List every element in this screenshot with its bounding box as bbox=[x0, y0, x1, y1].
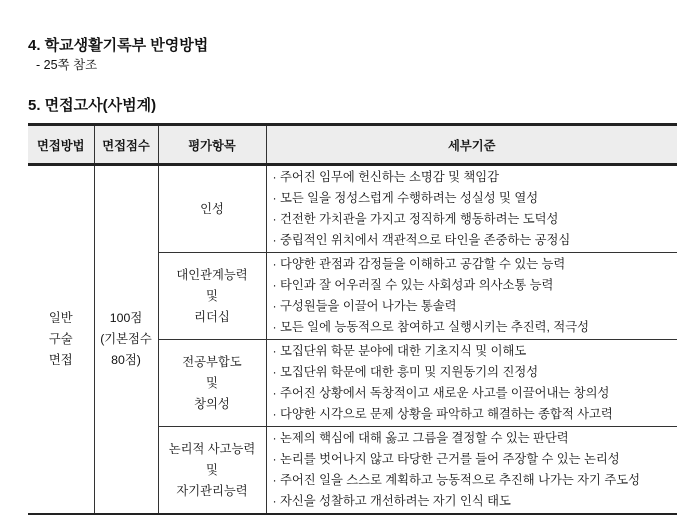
interview-score-cell-line: (기본점수 bbox=[100, 332, 152, 346]
criteria-item: · 모든 일을 정성스럽게 수행하려는 성실성 및 열성 bbox=[272, 191, 539, 205]
interview-criteria-table bbox=[28, 123, 677, 515]
evaluation-item-line: 자기관리능력 bbox=[176, 483, 248, 498]
criteria-item: · 모집단위 학문 분야에 대한 기초지식 및 이해도 bbox=[272, 344, 527, 358]
criteria-item: · 주어진 상황에서 독창적이고 새로운 사고를 이끌어내는 창의성 bbox=[272, 386, 610, 400]
criteria-list bbox=[266, 427, 677, 515]
evaluation-item-line: 창의성 bbox=[194, 396, 230, 411]
interview-score-cell bbox=[94, 165, 158, 515]
evaluation-item-line: 대인관계능력 bbox=[176, 267, 248, 282]
criteria-list bbox=[266, 165, 677, 253]
criteria-list bbox=[266, 253, 677, 340]
criteria-item: · 주어진 임무에 헌신하는 소명감 및 책임감 bbox=[272, 170, 500, 184]
header-score: 면접점수 bbox=[94, 125, 158, 165]
evaluation-item-line: 및 bbox=[206, 288, 218, 303]
header-row bbox=[28, 125, 677, 165]
interview-method-cell-line: 면접 bbox=[48, 353, 73, 367]
evaluation-item-line: 및 bbox=[206, 462, 218, 477]
interview-score-cell-line: 100점 bbox=[109, 311, 143, 325]
criteria-list bbox=[266, 340, 677, 427]
table-row bbox=[28, 165, 677, 253]
section-4-note: - 25쪽 참조 bbox=[36, 58, 98, 72]
criteria-item: · 타인과 잘 어우러질 수 있는 사회성과 의사소통 능력 bbox=[272, 278, 554, 292]
header-method: 면접방법 bbox=[28, 125, 94, 165]
interview-method-cell bbox=[28, 165, 94, 515]
criteria-item: · 구성원들을 이끌어 나가는 통솔력 bbox=[272, 299, 457, 313]
criteria-item: · 다양한 관점과 감정들을 이해하고 공감할 수 있는 능력 bbox=[272, 257, 566, 271]
evaluation-item bbox=[158, 165, 266, 253]
criteria-item: · 중립적인 위치에서 객관적으로 타인을 존중하는 공정심 bbox=[272, 233, 571, 247]
criteria-item: · 주어진 일을 스스로 계획하고 능동적으로 추진해 나가는 자기 주도성 bbox=[272, 473, 640, 487]
evaluation-item-line: 전공부합도 bbox=[182, 354, 242, 369]
evaluation-item bbox=[158, 340, 266, 427]
interview-method-cell-line: 구술 bbox=[48, 332, 73, 346]
evaluation-item-line: 및 bbox=[206, 375, 218, 390]
criteria-item: · 모집단위 학문에 대한 흥미 및 지원동기의 진정성 bbox=[272, 365, 539, 379]
section-4-heading: 4. 학교생활기록부 반영방법 bbox=[28, 37, 209, 54]
criteria-item: · 모든 일에 능동적으로 참여하고 실행시키는 추진력, 적극성 bbox=[272, 320, 590, 334]
interview-method-cell-line: 일반 bbox=[48, 311, 73, 325]
evaluation-item-line: 인성 bbox=[200, 201, 224, 216]
criteria-item: · 논리를 벗어나지 않고 타당한 근거를 들어 주장할 수 있는 논리성 bbox=[272, 452, 620, 466]
evaluation-item bbox=[158, 427, 266, 515]
evaluation-item-line: 논리적 사고능력 bbox=[168, 441, 256, 456]
interview-score-cell-line: 80점) bbox=[111, 353, 141, 367]
criteria-item: · 논제의 핵심에 대해 옳고 그름을 결정할 수 있는 판단력 bbox=[272, 431, 569, 445]
evaluation-item-line: 리더십 bbox=[194, 309, 230, 324]
section-5-heading: 5. 면접고사(사범계) bbox=[28, 97, 157, 114]
evaluation-item bbox=[158, 253, 266, 340]
criteria-item: · 건전한 가치관을 가지고 정직하게 행동하려는 도덕성 bbox=[272, 212, 559, 226]
criteria-item: · 자신을 성찰하고 개선하려는 자기 인식 태도 bbox=[272, 494, 511, 508]
header-item: 평가항목 bbox=[158, 125, 266, 165]
header-criteria: 세부기준 bbox=[266, 125, 677, 165]
criteria-item: · 다양한 시각으로 문제 상황을 파악하고 해결하는 종합적 사고력 bbox=[272, 407, 613, 421]
